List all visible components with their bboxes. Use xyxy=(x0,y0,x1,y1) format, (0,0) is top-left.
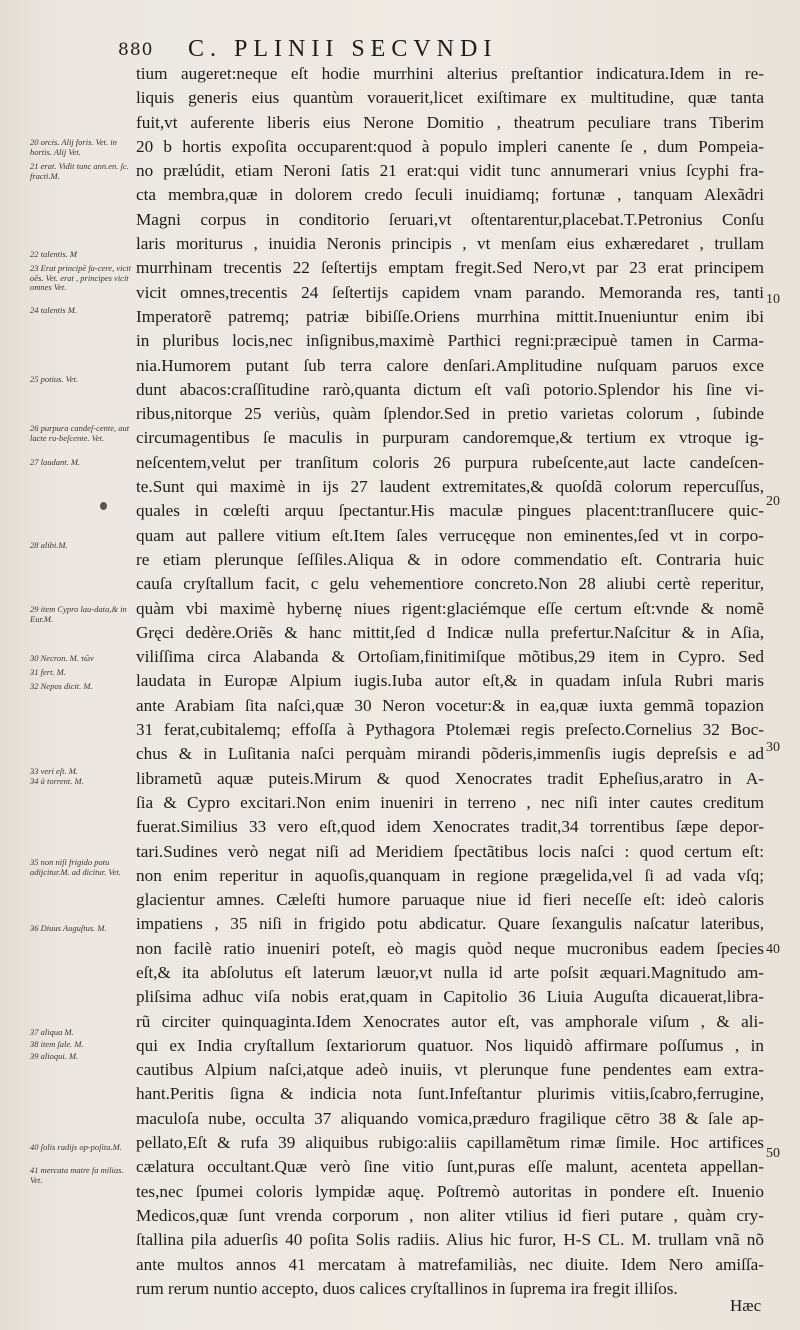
margin-note: 21 erat. Vidit tunc ann.en. ſc. fracti.M. xyxy=(30,161,129,181)
line-number: 30 xyxy=(766,740,780,755)
margin-note: 20 orcis. Alij foris. Vet. in hortis. Alij Vet. xyxy=(30,137,117,157)
line-number: 40 xyxy=(766,942,780,957)
text-line: in pluribus locis,nec inſignibus,maximè Parthici regni:præcipuè tamen in Carma- xyxy=(136,331,764,351)
margin-note: 28 alibi.M. xyxy=(30,540,68,550)
margin-note: 37 aliqua M. xyxy=(30,1027,74,1037)
text-line: fuit,vt auferente liberis eius Nerone Domitio , theatrum peculiare trans Tiberim xyxy=(136,112,764,132)
text-line: tes,nec ſpumei coloris lympidæ aquę. Poſtremò autoritas in pondere eſt. Inuenio xyxy=(136,1181,764,1201)
text-line: 31 ferat,cubitalemq; effoſſa à Pythagora Ptolemæi regis preſecto.Cornelius 32 Boc- xyxy=(136,720,764,740)
text-line: maculoſa nube, occulta 37 aliquando vomica,præduro fragilique cētro 38 & ſale ap- xyxy=(136,1108,764,1128)
text-line: impatiens , 35 niſi in frigido potu abdicatur. Quare ſexangulis naſcatur lateribus, xyxy=(136,914,764,934)
running-head: C. PLINII SECVNDI xyxy=(188,36,498,62)
text-line: murrhinam trecentis 22 ſeſtertijs emptam fregit.Sed Nero,vt par 23 erat principem xyxy=(136,258,764,278)
text-line: cautibus Alpium naſci,atque adeò inuiis, vt plerunque fune pendentes eam extra- xyxy=(136,1060,764,1080)
text-line: qui ex India cryſtallum ſextariorum quatuor. Nos liquidò affirmare poſſumus , in xyxy=(136,1035,764,1055)
text-line: glacientur amnes. Cæleſti humore paruaque niue id fieri neceſſe eſt: ideò caloris xyxy=(136,890,764,910)
text-line: neſcentem,velut per tranſitum coloris 26 purpura rubeſcente,aut lacte candeſcen- xyxy=(136,452,764,472)
margin-note: 36 Diuus Auguſtus. M. xyxy=(30,923,107,933)
margin-note: 27 laudant. M. xyxy=(30,457,81,467)
text-line: quàm vbi maximè hybernę niues rigent:glaciémque eſſe certum eſt:vnde & nomẽ xyxy=(136,598,764,618)
text-line: te.Sunt qui maximè in ijs 27 laudent extremitates,& quoſdã colorum repercuſſus, xyxy=(136,477,764,497)
text-line: eſt,& ita abſolutus eſt laterum læuor,vt nulla id arte poſsit æquari.Magnitudo am- xyxy=(136,962,764,982)
text-line: librametũ aquæ puteis.Mirum & quod Xenocrates tradit Epheſius,aratro in A- xyxy=(136,768,764,788)
margin-note: 40 ſolis radijs op-poſita.M. xyxy=(30,1142,122,1152)
line-number: 10 xyxy=(766,292,780,307)
text-line: tium augeret:neque eſt hodie murrhini alterius preſtantior indicatura.Idem in re- xyxy=(136,64,764,83)
text-line: ſtallina pila aduerſis 40 poſita Solis radiis. Alius hic furor, H-S CL. M. trullam vnã nõ xyxy=(136,1230,764,1250)
text-line: cælatura occultant.Quæ verò ſine vitio ſunt,puras eſſe malunt, acenteta appellan- xyxy=(136,1157,764,1177)
text-line: Imperatorẽ patremq; patriæ bibiſſe.Oriens murrhina mittit.Inueniuntur enim ibi xyxy=(136,306,764,326)
margin-note: 33 veri eſt. M. xyxy=(30,766,78,776)
text-line: pellato,Eſt & rufa 39 aliquibus rubigo:aliis capillamẽtum rimæ ſimile. Hoc artifices xyxy=(136,1133,764,1153)
main-text-column xyxy=(136,62,764,1301)
margin-note: 25 potius. Vet. xyxy=(30,374,79,384)
text-line: vicit omnes,trecentis 24 ſeſtertijs capidem vnam parando. Memoranda res, tanti xyxy=(136,282,764,302)
text-line: 20 b hortis expoſita occuparent:quod à populo impleri canente ſe , dum Pompeia- xyxy=(136,136,764,156)
text-line: viliſſima circa Alabanda & Ortoſiam,finitimiſque mõtibus,29 item in Cypro. Sed xyxy=(136,647,764,667)
text-line: rũ circiter quinquaginta.Idem Xenocrates autor eſt, vas amphorale viſum , & ali- xyxy=(136,1011,764,1031)
margin-note: 32 Nepos dicit. M. xyxy=(30,681,93,691)
text-line: dunt abacos:craſſitudine rarò,quanta dictum eſt vaſi potorio.Splendor his ſine vi- xyxy=(136,379,764,399)
catchword: Hæc xyxy=(730,1296,762,1315)
margin-note: 23 Erat principē fa-cere, vicit oēs. Vet. erat , principes vicit omnes Vet. xyxy=(30,263,131,292)
line-number: 50 xyxy=(766,1146,780,1161)
text-line: quales in cœleſti arquu ſpectantur.His maculæ pingues placent:tranſlucere quic- xyxy=(136,501,764,521)
margin-note: 30 Necron. M. τῶν xyxy=(30,653,94,663)
text-line: re etiam plerunque ſeſſiles.Aliqua & in odore commendatio eſt. Contraria huic xyxy=(136,549,764,569)
text-line: ribus,nitorque 25 veriùs, quàm ſplendor.Sed in pretio varietas colorum , ſubinde xyxy=(136,404,764,424)
text-line: circumagentibus ſe maculis in purpuram candoremque,& tertium ex vtroque ig- xyxy=(136,428,764,448)
text-line: pliſsima adhuc viſa nobis erat,quam in Capitolio 36 Liuia Auguſta dicauerat,libra- xyxy=(136,987,764,1007)
margin-note: 29 item Cypro lau-data,& in Eur.M. xyxy=(30,604,127,624)
text-line: fuerat.Similius 33 vero eſt,quod idem Xenocrates tradit,34 torrentibus ſæpe depor- xyxy=(136,817,764,837)
margin-note: 24 talentis M. xyxy=(30,305,77,315)
text-line: ante Arabiam ſita naſci,quæ 30 Neron vocetur:& in ea,quæ iuxta gemmã topazion xyxy=(136,695,764,715)
margin-note: 41 mercata matre fa milias. Vet. xyxy=(30,1165,124,1185)
text-line: rum rerum nuntio accepto, duos calices cryſtallinos in ſuprema ira fregit illiſos. xyxy=(136,1278,678,1298)
text-line: cta membra,quæ in dolorem credo ſeculi inuidiamq; fortunæ , tanquam Alexãdri xyxy=(136,185,764,205)
text-line: laris moriturus , inuidia Neronis principis , vt menſam eius exhæredaret , trullam xyxy=(136,234,764,254)
margin-note: 38 item ſale. M. xyxy=(30,1039,84,1049)
line-number: 20 xyxy=(766,494,780,509)
text-line: non facilè ratio inueniri poteſt, eò magis quòd neque mucronibus eadem ſpecies xyxy=(136,938,764,958)
ink-blot xyxy=(100,502,107,510)
margin-note: 34 à torrent. M. xyxy=(30,776,84,786)
margin-note: 35 non niſi frigido potu adijcitur.M. ad dicitur. Vet. xyxy=(30,857,121,877)
text-line: Magni corpus in conditorio ſeruari,vt oſtentarentur,placebat.T.Petronius Conſu xyxy=(136,209,764,229)
text-line: cauſa cryſtallum facit, c gelu vehementiore concreto.Non 28 aliubi certè reperitur, xyxy=(136,574,764,594)
text-line: ante multos annos 41 mercatam à matrefamiliàs, nec diuite. Idem Nero amiſſa- xyxy=(136,1254,764,1274)
text-line: hant.Peritis ſigna & indicia nota ſunt.Infeſtantur plurimis vitiis,ſcabro,ferrugine, xyxy=(136,1084,764,1104)
text-line: non enim reperitur in aquoſis,quanquam in regione prægelida,vel ſi ad vada vſq; xyxy=(136,865,764,885)
text-line: chus & in Luſitania naſci perquàm mirandi põderis,immenſis iugis depreſsis e ad xyxy=(136,744,764,764)
text-line: Gręci dedère.Oriẽs & hanc mittit,ſed d Indicæ nulla prefertur.Naſcitur & in Aſia, xyxy=(136,622,764,642)
margin-note: 22 talentis. M xyxy=(30,249,77,259)
folio-number: 880 xyxy=(118,40,154,60)
text-line: nia.Humorem putant ſub terra calore denſari.Amplitudine nuſquam paruos exce xyxy=(136,355,764,375)
text-line: tari.Sudines verò negat niſi ad Meridiem ſpectãtibus locis naſci : quod certum eſt: xyxy=(136,841,764,861)
margin-note: 26 purpura candeſ-cente, aut lacte ru-beſcente. Vet. xyxy=(30,423,130,443)
margin-note: 31 fert. M. xyxy=(30,667,66,677)
margin-note: 39 alioqui. M. xyxy=(30,1051,79,1061)
text-line: laudata in Europæ Alpium iugis.Iuba autor eſt,& in quadam inſula Rubri maris xyxy=(136,671,764,691)
text-line: quam aut pallere vitium eſt.Item ſales verrucęque non eminentes,ſed vt in corpo- xyxy=(136,525,764,545)
text-line: ſia & Cypro excitari.Non enim inueniri in terreno , nec niſi inter cautes creditum xyxy=(136,792,764,812)
text-line: no prælúdit, etiam Neroni ſatis 21 erat:qui vidit tunc annumerari vnius ſcyphi fra- xyxy=(136,161,764,181)
text-line: liquis generis eius quantùm vorauerit,licet exiſtimare ex multitudine, quæ tanta xyxy=(136,88,764,108)
text-line: Medicos,quæ ſunt vrenda corporum , non aliter vtilius id fieri putare , quàm cry- xyxy=(136,1205,764,1225)
